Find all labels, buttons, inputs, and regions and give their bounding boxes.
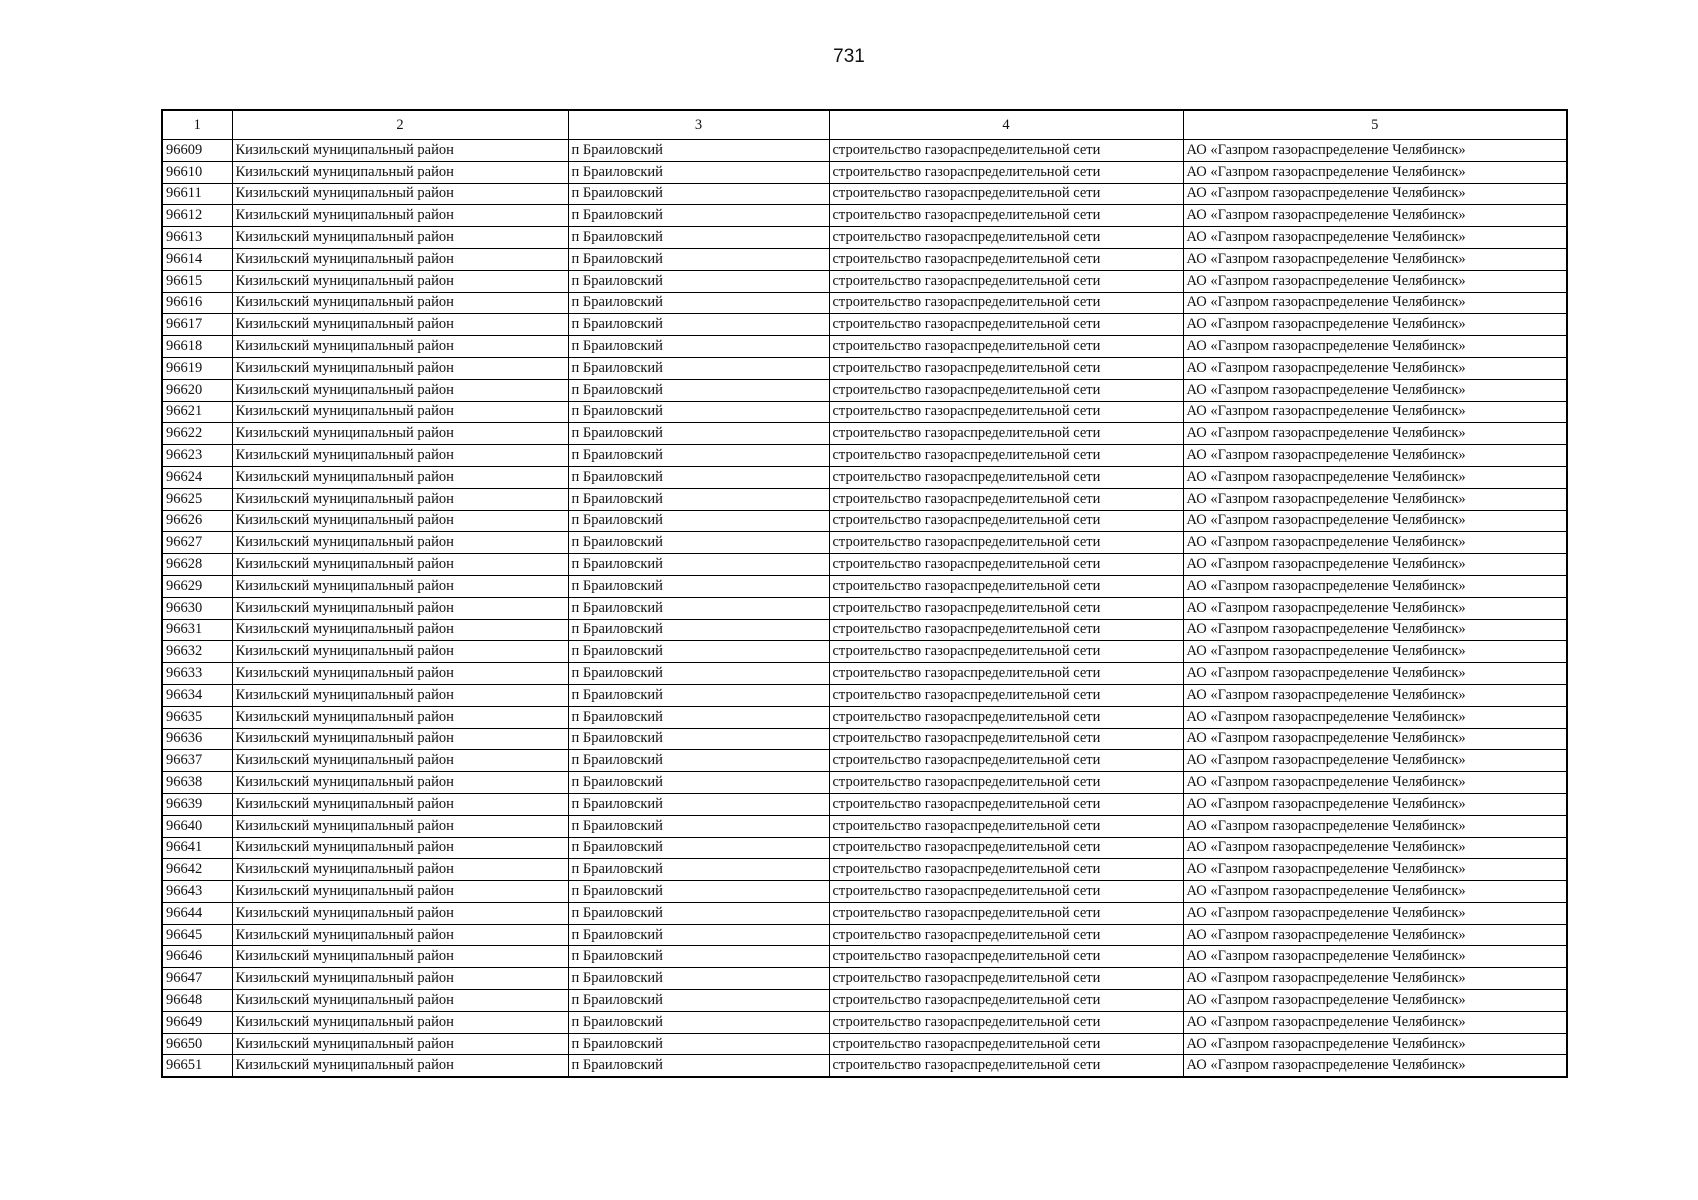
cell-organization: АО «Газпром газораспределение Челябинск»	[1183, 684, 1567, 706]
header-row	[162, 110, 1567, 140]
cell-number: 96633	[162, 663, 232, 685]
cell-organization: АО «Газпром газораспределение Челябинск»	[1183, 1033, 1567, 1055]
cell-number: 96618	[162, 336, 232, 358]
table-row	[162, 815, 1567, 837]
cell-purpose: строительство газораспределительной сети	[829, 1033, 1183, 1055]
cell-district: Кизильский муниципальный район	[232, 205, 568, 227]
cell-purpose: строительство газораспределительной сети	[829, 859, 1183, 881]
cell-number: 96609	[162, 140, 232, 162]
cell-number: 96643	[162, 881, 232, 903]
table-row	[162, 510, 1567, 532]
cell-district: Кизильский муниципальный район	[232, 161, 568, 183]
cell-organization: АО «Газпром газораспределение Челябинск»	[1183, 575, 1567, 597]
column-header-1: 1	[162, 110, 232, 140]
data-table	[161, 109, 1568, 1078]
cell-settlement: п Браиловский	[568, 161, 829, 183]
cell-purpose: строительство газораспределительной сети	[829, 379, 1183, 401]
cell-organization: АО «Газпром газораспределение Челябинск»	[1183, 445, 1567, 467]
table-row	[162, 466, 1567, 488]
cell-district: Кизильский муниципальный район	[232, 706, 568, 728]
cell-purpose: строительство газораспределительной сети	[829, 641, 1183, 663]
cell-settlement: п Браиловский	[568, 684, 829, 706]
cell-organization: АО «Газпром газораспределение Челябинск»	[1183, 248, 1567, 270]
cell-district: Кизильский муниципальный район	[232, 554, 568, 576]
cell-number: 96610	[162, 161, 232, 183]
cell-organization: АО «Газпром газораспределение Челябинск»	[1183, 336, 1567, 358]
cell-district: Кизильский муниципальный район	[232, 270, 568, 292]
table-row	[162, 357, 1567, 379]
cell-organization: АО «Газпром газораспределение Челябинск»	[1183, 401, 1567, 423]
cell-settlement: п Браиловский	[568, 466, 829, 488]
cell-number: 96617	[162, 314, 232, 336]
cell-number: 96647	[162, 968, 232, 990]
column-header-4: 4	[829, 110, 1183, 140]
table-row	[162, 924, 1567, 946]
cell-number: 96625	[162, 488, 232, 510]
cell-purpose: строительство газораспределительной сети	[829, 554, 1183, 576]
cell-settlement: п Браиловский	[568, 663, 829, 685]
cell-organization: АО «Газпром газораспределение Челябинск»	[1183, 750, 1567, 772]
cell-settlement: п Браиловский	[568, 619, 829, 641]
cell-purpose: строительство газораспределительной сети	[829, 270, 1183, 292]
cell-organization: АО «Газпром газораспределение Челябинск»	[1183, 706, 1567, 728]
cell-district: Кизильский муниципальный район	[232, 357, 568, 379]
cell-purpose: строительство газораспределительной сети	[829, 924, 1183, 946]
cell-organization: АО «Газпром газораспределение Челябинск»	[1183, 793, 1567, 815]
cell-organization: АО «Газпром газораспределение Челябинск»	[1183, 728, 1567, 750]
cell-settlement: п Браиловский	[568, 1055, 829, 1077]
cell-settlement: п Браиловский	[568, 292, 829, 314]
cell-number: 96612	[162, 205, 232, 227]
table-row	[162, 902, 1567, 924]
cell-number: 96640	[162, 815, 232, 837]
cell-district: Кизильский муниципальный район	[232, 619, 568, 641]
cell-organization: АО «Газпром газораспределение Челябинск»	[1183, 554, 1567, 576]
cell-settlement: п Браиловский	[568, 314, 829, 336]
cell-organization: АО «Газпром газораспределение Челябинск»	[1183, 619, 1567, 641]
table-row	[162, 990, 1567, 1012]
table-row	[162, 859, 1567, 881]
cell-organization: АО «Газпром газораспределение Челябинск»	[1183, 924, 1567, 946]
cell-number: 96627	[162, 532, 232, 554]
cell-number: 96635	[162, 706, 232, 728]
table-row	[162, 292, 1567, 314]
cell-district: Кизильский муниципальный район	[232, 314, 568, 336]
cell-purpose: строительство газораспределительной сети	[829, 750, 1183, 772]
cell-settlement: п Браиловский	[568, 248, 829, 270]
cell-purpose: строительство газораспределительной сети	[829, 140, 1183, 162]
cell-purpose: строительство газораспределительной сети	[829, 1011, 1183, 1033]
cell-purpose: строительство газораспределительной сети	[829, 772, 1183, 794]
cell-district: Кизильский муниципальный район	[232, 1055, 568, 1077]
cell-settlement: п Браиловский	[568, 205, 829, 227]
cell-district: Кизильский муниципальный район	[232, 248, 568, 270]
cell-number: 96623	[162, 445, 232, 467]
cell-district: Кизильский муниципальный район	[232, 379, 568, 401]
cell-settlement: п Браиловский	[568, 924, 829, 946]
column-header-3: 3	[568, 110, 829, 140]
cell-settlement: п Браиловский	[568, 772, 829, 794]
table-row	[162, 881, 1567, 903]
cell-number: 96632	[162, 641, 232, 663]
table-row	[162, 140, 1567, 162]
cell-number: 96649	[162, 1011, 232, 1033]
cell-district: Кизильский муниципальный район	[232, 292, 568, 314]
cell-district: Кизильский муниципальный район	[232, 793, 568, 815]
cell-district: Кизильский муниципальный район	[232, 401, 568, 423]
cell-organization: АО «Газпром газораспределение Челябинск»	[1183, 379, 1567, 401]
cell-organization: АО «Газпром газораспределение Челябинск»	[1183, 815, 1567, 837]
cell-organization: АО «Газпром газораспределение Челябинск»	[1183, 466, 1567, 488]
cell-settlement: п Браиловский	[568, 750, 829, 772]
cell-purpose: строительство газораспределительной сети	[829, 336, 1183, 358]
cell-organization: АО «Газпром газораспределение Челябинск»	[1183, 183, 1567, 205]
cell-number: 96644	[162, 902, 232, 924]
cell-purpose: строительство газораспределительной сети	[829, 990, 1183, 1012]
cell-purpose: строительство газораспределительной сети	[829, 445, 1183, 467]
table-row	[162, 183, 1567, 205]
cell-purpose: строительство газораспределительной сети	[829, 575, 1183, 597]
cell-number: 96631	[162, 619, 232, 641]
cell-organization: АО «Газпром газораспределение Челябинск»	[1183, 292, 1567, 314]
cell-purpose: строительство газораспределительной сети	[829, 815, 1183, 837]
table-row	[162, 227, 1567, 249]
table-row	[162, 684, 1567, 706]
cell-settlement: п Браиловский	[568, 554, 829, 576]
table-row	[162, 423, 1567, 445]
table-row	[162, 772, 1567, 794]
cell-district: Кизильский муниципальный район	[232, 684, 568, 706]
cell-district: Кизильский муниципальный район	[232, 815, 568, 837]
cell-purpose: строительство газораспределительной сети	[829, 663, 1183, 685]
cell-district: Кизильский муниципальный район	[232, 466, 568, 488]
cell-district: Кизильский муниципальный район	[232, 990, 568, 1012]
cell-district: Кизильский муниципальный район	[232, 183, 568, 205]
cell-number: 96646	[162, 946, 232, 968]
cell-settlement: п Браиловский	[568, 641, 829, 663]
cell-district: Кизильский муниципальный район	[232, 336, 568, 358]
cell-settlement: п Браиловский	[568, 706, 829, 728]
cell-district: Кизильский муниципальный район	[232, 575, 568, 597]
cell-organization: АО «Газпром газораспределение Челябинск»	[1183, 357, 1567, 379]
cell-number: 96637	[162, 750, 232, 772]
table-row	[162, 248, 1567, 270]
cell-organization: АО «Газпром газораспределение Челябинск»	[1183, 946, 1567, 968]
cell-district: Кизильский муниципальный район	[232, 881, 568, 903]
column-header-5: 5	[1183, 110, 1567, 140]
table-row	[162, 336, 1567, 358]
cell-settlement: п Браиловский	[568, 423, 829, 445]
cell-purpose: строительство газораспределительной сети	[829, 510, 1183, 532]
cell-district: Кизильский муниципальный район	[232, 227, 568, 249]
cell-purpose: строительство газораспределительной сети	[829, 292, 1183, 314]
cell-settlement: п Браиловский	[568, 140, 829, 162]
cell-number: 96615	[162, 270, 232, 292]
cell-number: 96620	[162, 379, 232, 401]
table-row	[162, 946, 1567, 968]
cell-organization: АО «Газпром газораспределение Челябинск»	[1183, 205, 1567, 227]
page-number: 731	[833, 46, 865, 67]
cell-settlement: п Браиловский	[568, 336, 829, 358]
cell-number: 96636	[162, 728, 232, 750]
table-row	[162, 750, 1567, 772]
cell-district: Кизильский муниципальный район	[232, 140, 568, 162]
cell-purpose: строительство газораспределительной сети	[829, 488, 1183, 510]
cell-settlement: п Браиловский	[568, 859, 829, 881]
cell-settlement: п Браиловский	[568, 379, 829, 401]
cell-organization: АО «Газпром газораспределение Челябинск»	[1183, 270, 1567, 292]
cell-organization: АО «Газпром газораспределение Челябинск»	[1183, 859, 1567, 881]
cell-organization: АО «Газпром газораспределение Челябинск»	[1183, 597, 1567, 619]
cell-number: 96628	[162, 554, 232, 576]
cell-number: 96621	[162, 401, 232, 423]
table-row	[162, 641, 1567, 663]
cell-district: Кизильский муниципальный район	[232, 488, 568, 510]
table-row	[162, 379, 1567, 401]
cell-district: Кизильский муниципальный район	[232, 1033, 568, 1055]
cell-district: Кизильский муниципальный район	[232, 946, 568, 968]
table-row	[162, 968, 1567, 990]
cell-purpose: строительство газораспределительной сети	[829, 597, 1183, 619]
cell-organization: АО «Газпром газораспределение Челябинск»	[1183, 968, 1567, 990]
table-row	[162, 1011, 1567, 1033]
table-row	[162, 619, 1567, 641]
cell-purpose: строительство газораспределительной сети	[829, 357, 1183, 379]
cell-district: Кизильский муниципальный район	[232, 510, 568, 532]
cell-settlement: п Браиловский	[568, 946, 829, 968]
cell-number: 96624	[162, 466, 232, 488]
table-row	[162, 575, 1567, 597]
cell-purpose: строительство газораспределительной сети	[829, 205, 1183, 227]
cell-district: Кизильский муниципальный район	[232, 445, 568, 467]
cell-district: Кизильский муниципальный район	[232, 968, 568, 990]
cell-settlement: п Браиловский	[568, 488, 829, 510]
table-row	[162, 205, 1567, 227]
table-row	[162, 270, 1567, 292]
cell-number: 96613	[162, 227, 232, 249]
table-row	[162, 663, 1567, 685]
cell-number: 96626	[162, 510, 232, 532]
cell-organization: АО «Газпром газораспределение Челябинск»	[1183, 772, 1567, 794]
cell-organization: АО «Газпром газораспределение Челябинск»	[1183, 314, 1567, 336]
table-row	[162, 837, 1567, 859]
table-row	[162, 161, 1567, 183]
cell-number: 96641	[162, 837, 232, 859]
table-row	[162, 554, 1567, 576]
cell-purpose: строительство газораспределительной сети	[829, 1055, 1183, 1077]
cell-purpose: строительство газораспределительной сети	[829, 968, 1183, 990]
cell-number: 96650	[162, 1033, 232, 1055]
table-row	[162, 597, 1567, 619]
cell-settlement: п Браиловский	[568, 227, 829, 249]
cell-district: Кизильский муниципальный район	[232, 924, 568, 946]
cell-settlement: п Браиловский	[568, 1011, 829, 1033]
cell-district: Кизильский муниципальный район	[232, 728, 568, 750]
cell-organization: АО «Газпром газораспределение Челябинск»	[1183, 1011, 1567, 1033]
cell-organization: АО «Газпром газораспределение Челябинск»	[1183, 227, 1567, 249]
table-row	[162, 401, 1567, 423]
table-row	[162, 1055, 1567, 1077]
table-row	[162, 488, 1567, 510]
cell-settlement: п Браиловский	[568, 445, 829, 467]
cell-organization: АО «Газпром газораспределение Челябинск»	[1183, 881, 1567, 903]
cell-settlement: п Браиловский	[568, 1033, 829, 1055]
table-body	[162, 140, 1567, 1078]
cell-purpose: строительство газораспределительной сети	[829, 881, 1183, 903]
cell-number: 96648	[162, 990, 232, 1012]
cell-organization: АО «Газпром газораспределение Челябинск»	[1183, 488, 1567, 510]
cell-district: Кизильский муниципальный район	[232, 902, 568, 924]
cell-settlement: п Браиловский	[568, 357, 829, 379]
cell-district: Кизильский муниципальный район	[232, 641, 568, 663]
cell-purpose: строительство газораспределительной сети	[829, 423, 1183, 445]
cell-number: 96616	[162, 292, 232, 314]
cell-purpose: строительство газораспределительной сети	[829, 902, 1183, 924]
cell-organization: АО «Газпром газораспределение Челябинск»	[1183, 902, 1567, 924]
cell-purpose: строительство газораспределительной сети	[829, 728, 1183, 750]
cell-number: 96639	[162, 793, 232, 815]
cell-organization: АО «Газпром газораспределение Челябинск»	[1183, 140, 1567, 162]
cell-purpose: строительство газораспределительной сети	[829, 401, 1183, 423]
table-header	[162, 110, 1567, 140]
cell-number: 96622	[162, 423, 232, 445]
cell-settlement: п Браиловский	[568, 597, 829, 619]
table-row	[162, 706, 1567, 728]
cell-purpose: строительство газораспределительной сети	[829, 793, 1183, 815]
table-row	[162, 314, 1567, 336]
cell-purpose: строительство газораспределительной сети	[829, 946, 1183, 968]
cell-settlement: п Браиловский	[568, 881, 829, 903]
cell-district: Кизильский муниципальный район	[232, 597, 568, 619]
cell-number: 96630	[162, 597, 232, 619]
table-row	[162, 445, 1567, 467]
cell-district: Кизильский муниципальный район	[232, 750, 568, 772]
cell-settlement: п Браиловский	[568, 183, 829, 205]
cell-settlement: п Браиловский	[568, 510, 829, 532]
cell-purpose: строительство газораспределительной сети	[829, 314, 1183, 336]
cell-purpose: строительство газораспределительной сети	[829, 161, 1183, 183]
cell-organization: АО «Газпром газораспределение Челябинск»	[1183, 663, 1567, 685]
cell-number: 96614	[162, 248, 232, 270]
table-row	[162, 532, 1567, 554]
cell-number: 96642	[162, 859, 232, 881]
cell-number: 96638	[162, 772, 232, 794]
cell-purpose: строительство газораспределительной сети	[829, 837, 1183, 859]
cell-settlement: п Браиловский	[568, 532, 829, 554]
cell-purpose: строительство газораспределительной сети	[829, 227, 1183, 249]
cell-district: Кизильский муниципальный район	[232, 663, 568, 685]
cell-settlement: п Браиловский	[568, 270, 829, 292]
cell-district: Кизильский муниципальный район	[232, 423, 568, 445]
cell-district: Кизильский муниципальный район	[232, 837, 568, 859]
cell-district: Кизильский муниципальный район	[232, 859, 568, 881]
cell-organization: АО «Газпром газораспределение Челябинск»	[1183, 423, 1567, 445]
cell-settlement: п Браиловский	[568, 837, 829, 859]
column-header-2: 2	[232, 110, 568, 140]
cell-purpose: строительство газораспределительной сети	[829, 706, 1183, 728]
cell-district: Кизильский муниципальный район	[232, 1011, 568, 1033]
cell-number: 96629	[162, 575, 232, 597]
cell-number: 96611	[162, 183, 232, 205]
cell-purpose: строительство газораспределительной сети	[829, 532, 1183, 554]
cell-organization: АО «Газпром газораспределение Челябинск»	[1183, 641, 1567, 663]
cell-number: 96651	[162, 1055, 232, 1077]
table-row	[162, 728, 1567, 750]
cell-settlement: п Браиловский	[568, 728, 829, 750]
cell-purpose: строительство газораспределительной сети	[829, 248, 1183, 270]
table-row	[162, 1033, 1567, 1055]
cell-organization: АО «Газпром газораспределение Челябинск»	[1183, 510, 1567, 532]
cell-organization: АО «Газпром газораспределение Челябинск»	[1183, 532, 1567, 554]
cell-settlement: п Браиловский	[568, 902, 829, 924]
cell-settlement: п Браиловский	[568, 401, 829, 423]
cell-settlement: п Браиловский	[568, 793, 829, 815]
cell-district: Кизильский муниципальный район	[232, 772, 568, 794]
cell-organization: АО «Газпром газораспределение Челябинск»	[1183, 990, 1567, 1012]
cell-number: 96619	[162, 357, 232, 379]
cell-settlement: п Браиловский	[568, 990, 829, 1012]
cell-organization: АО «Газпром газораспределение Челябинск»	[1183, 161, 1567, 183]
cell-district: Кизильский муниципальный район	[232, 532, 568, 554]
cell-organization: АО «Газпром газораспределение Челябинск»	[1183, 1055, 1567, 1077]
cell-number: 96634	[162, 684, 232, 706]
cell-purpose: строительство газораспределительной сети	[829, 684, 1183, 706]
cell-settlement: п Браиловский	[568, 968, 829, 990]
cell-settlement: п Браиловский	[568, 815, 829, 837]
cell-number: 96645	[162, 924, 232, 946]
cell-purpose: строительство газораспределительной сети	[829, 466, 1183, 488]
cell-organization: АО «Газпром газораспределение Челябинск»	[1183, 837, 1567, 859]
cell-settlement: п Браиловский	[568, 575, 829, 597]
cell-purpose: строительство газораспределительной сети	[829, 619, 1183, 641]
table-row	[162, 793, 1567, 815]
cell-purpose: строительство газораспределительной сети	[829, 183, 1183, 205]
